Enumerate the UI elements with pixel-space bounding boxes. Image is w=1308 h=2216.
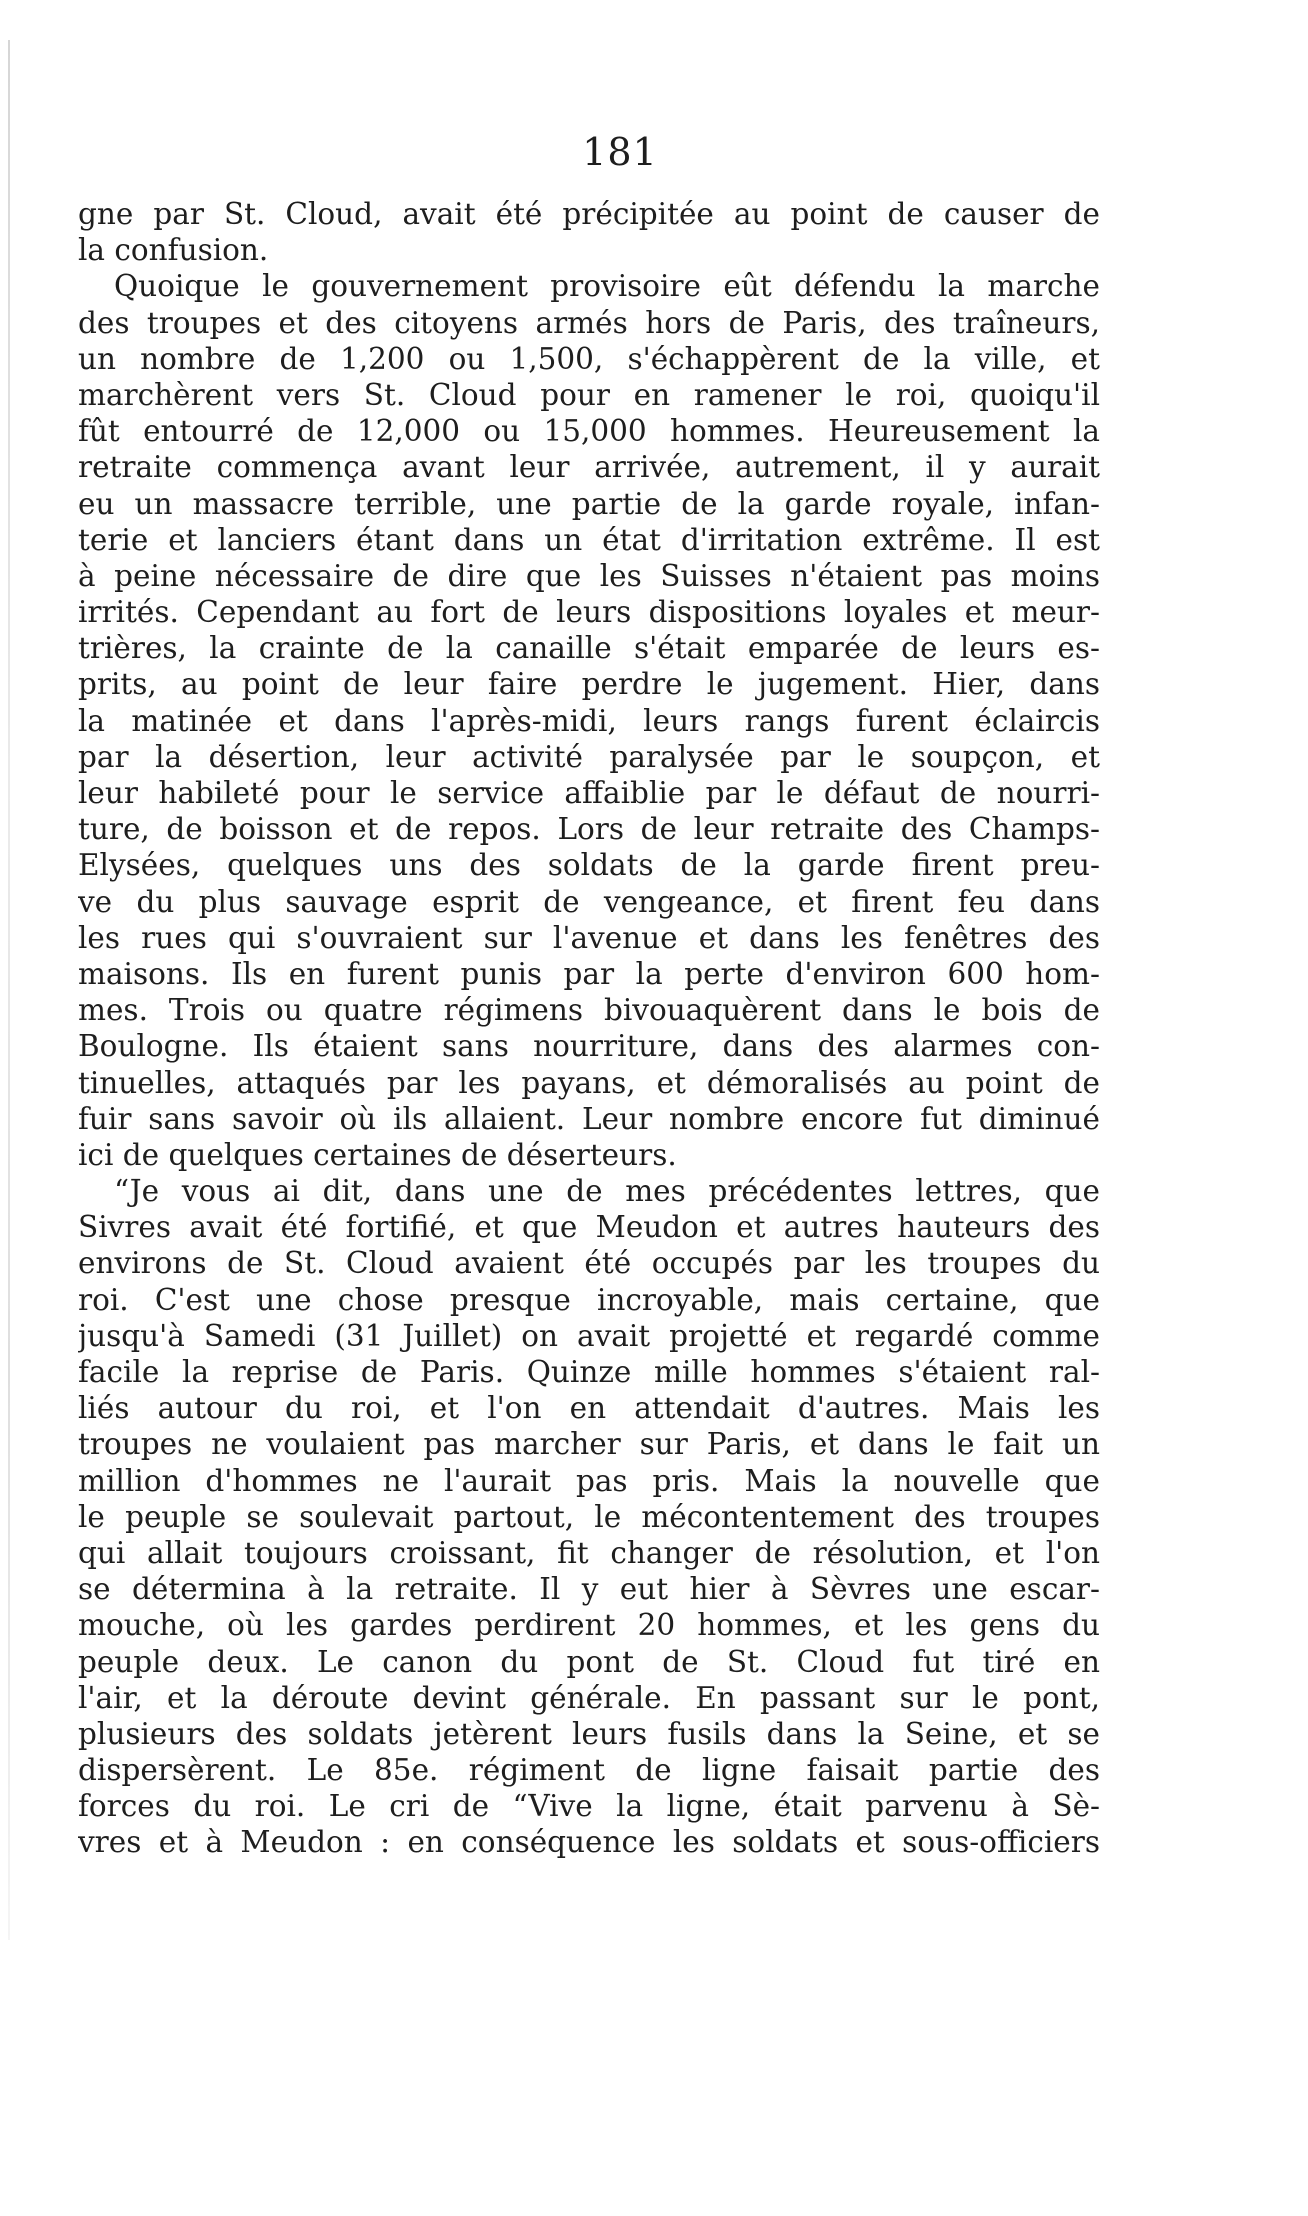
page-number: 181 bbox=[582, 130, 658, 174]
text-line: tinuelles, attaqués par les payans, et démoralisés au point de bbox=[78, 1065, 1100, 1100]
page-gutter-edge bbox=[8, 40, 10, 1940]
text-line: par la désertion, leur activité paralysée par le soupçon, et bbox=[78, 739, 1100, 774]
text-line: des troupes et des citoyens armés hors de Paris, des traîneurs, bbox=[78, 305, 1100, 340]
text-line: les rues qui s'ouvraient sur l'avenue et dans les fenêtres des bbox=[78, 920, 1100, 955]
text-line: eu un massacre terrible, une partie de la garde royale, infan- bbox=[78, 486, 1100, 521]
text-line: “Je vous ai dit, dans une de mes précédentes lettres, que bbox=[114, 1174, 1100, 1209]
text-line: le peuple se soulevait partout, le mécontentement des troupes bbox=[78, 1499, 1100, 1534]
text-line: mes. Trois ou quatre régimens bivouaquèrent dans le bois de bbox=[78, 993, 1100, 1028]
text-line: Sivres avait été fortifié, et que Meudon et autres hauteurs des bbox=[78, 1210, 1100, 1245]
text-line: peuple deux. Le canon du pont de St. Cloud fut tiré en bbox=[78, 1644, 1100, 1679]
text-line: Quoique le gouvernement provisoire eût défendu la marche bbox=[114, 269, 1100, 304]
text-line: environs de St. Cloud avaient été occupés par les troupes du bbox=[78, 1246, 1100, 1281]
text-line: ture, de boisson et de repos. Lors de leur retraite des Champs- bbox=[78, 812, 1100, 847]
text-line: un nombre de 1,200 ou 1,500, s'échappèrent de la ville, et bbox=[78, 341, 1100, 376]
text-line: maisons. Ils en furent punis par la perte d'environ 600 hom- bbox=[78, 956, 1100, 991]
text-line: ve du plus sauvage esprit de vengeance, et firent feu dans bbox=[78, 884, 1100, 919]
text-line: Boulogne. Ils étaient sans nourriture, dans des alarmes con- bbox=[78, 1029, 1100, 1064]
text-line: terie et lanciers étant dans un état d'irritation extrême. Il est bbox=[78, 522, 1100, 557]
text-line: vres et à Meudon : en conséquence les soldats et sous-officiers bbox=[78, 1825, 1100, 1860]
text-line: jusqu'à Samedi (31 Juillet) on avait projetté et regardé comme bbox=[78, 1318, 1100, 1353]
text-line: roi. C'est une chose presque incroyable, mais certaine, que bbox=[78, 1282, 1100, 1317]
text-line: prits, au point de leur faire perdre le jugement. Hier, dans bbox=[78, 667, 1100, 702]
text-line: liés autour du roi, et l'on en attendait d'autres. Mais les bbox=[78, 1391, 1100, 1426]
text-line: irrités. Cependant au fort de leurs dispositions loyales et meur- bbox=[78, 595, 1100, 630]
text-line: forces du roi. Le cri de “Vive la ligne, était parvenu à Sè- bbox=[78, 1789, 1100, 1824]
text-line: mouche, où les gardes perdirent 20 hommes, et les gens du bbox=[78, 1608, 1100, 1643]
text-line: la matinée et dans l'après-midi, leurs rangs furent éclaircis bbox=[78, 703, 1100, 738]
text-line: se détermina à la retraite. Il y eut hier à Sèvres une escar- bbox=[78, 1572, 1100, 1607]
text-line: million d'hommes ne l'aurait pas pris. Mais la nouvelle que bbox=[78, 1463, 1100, 1498]
text-line: la confusion. bbox=[78, 233, 269, 268]
text-line: facile la reprise de Paris. Quinze mille hommes s'étaient ral- bbox=[78, 1355, 1100, 1389]
text-line: qui allait toujours croissant, fit changer de résolution, et l'on bbox=[78, 1535, 1100, 1570]
text-line: ici de quelques certaines de déserteurs. bbox=[78, 1137, 677, 1172]
text-line: l'air, et la déroute devint générale. En passant sur le pont, bbox=[78, 1680, 1100, 1715]
text-line: leur habileté pour le service affaiblie par le défaut de nourri- bbox=[78, 776, 1100, 810]
text-line: dispersèrent. Le 85e. régiment de ligne faisait partie des bbox=[78, 1753, 1100, 1788]
text-line: fuir sans savoir où ils allaient. Leur nombre encore fut diminué bbox=[78, 1101, 1100, 1136]
text-line: retraite commença avant leur arrivée, autrement, il y aurait bbox=[78, 450, 1100, 485]
text-line: à peine nécessaire de dire que les Suisses n'étaient pas moins bbox=[78, 558, 1100, 593]
text-line: trières, la crainte de la canaille s'était emparée de leurs es- bbox=[78, 631, 1100, 666]
body-text bbox=[78, 196, 1100, 1861]
text-line: plusieurs des soldats jetèrent leurs fusils dans la Seine, et se bbox=[78, 1716, 1100, 1751]
text-line: gne par St. Cloud, avait été précipitée au point de causer de bbox=[78, 197, 1100, 231]
text-line: Elysées, quelques uns des soldats de la garde firent preu- bbox=[78, 848, 1100, 883]
text-line: troupes ne voulaient pas marcher sur Paris, et dans le fait un bbox=[78, 1427, 1100, 1462]
text-line: fût entourré de 12,000 ou 15,000 hommes. Heureusement la bbox=[78, 414, 1100, 449]
text-line: marchèrent vers St. Cloud pour en ramener le roi, quoiqu'il bbox=[78, 377, 1100, 412]
